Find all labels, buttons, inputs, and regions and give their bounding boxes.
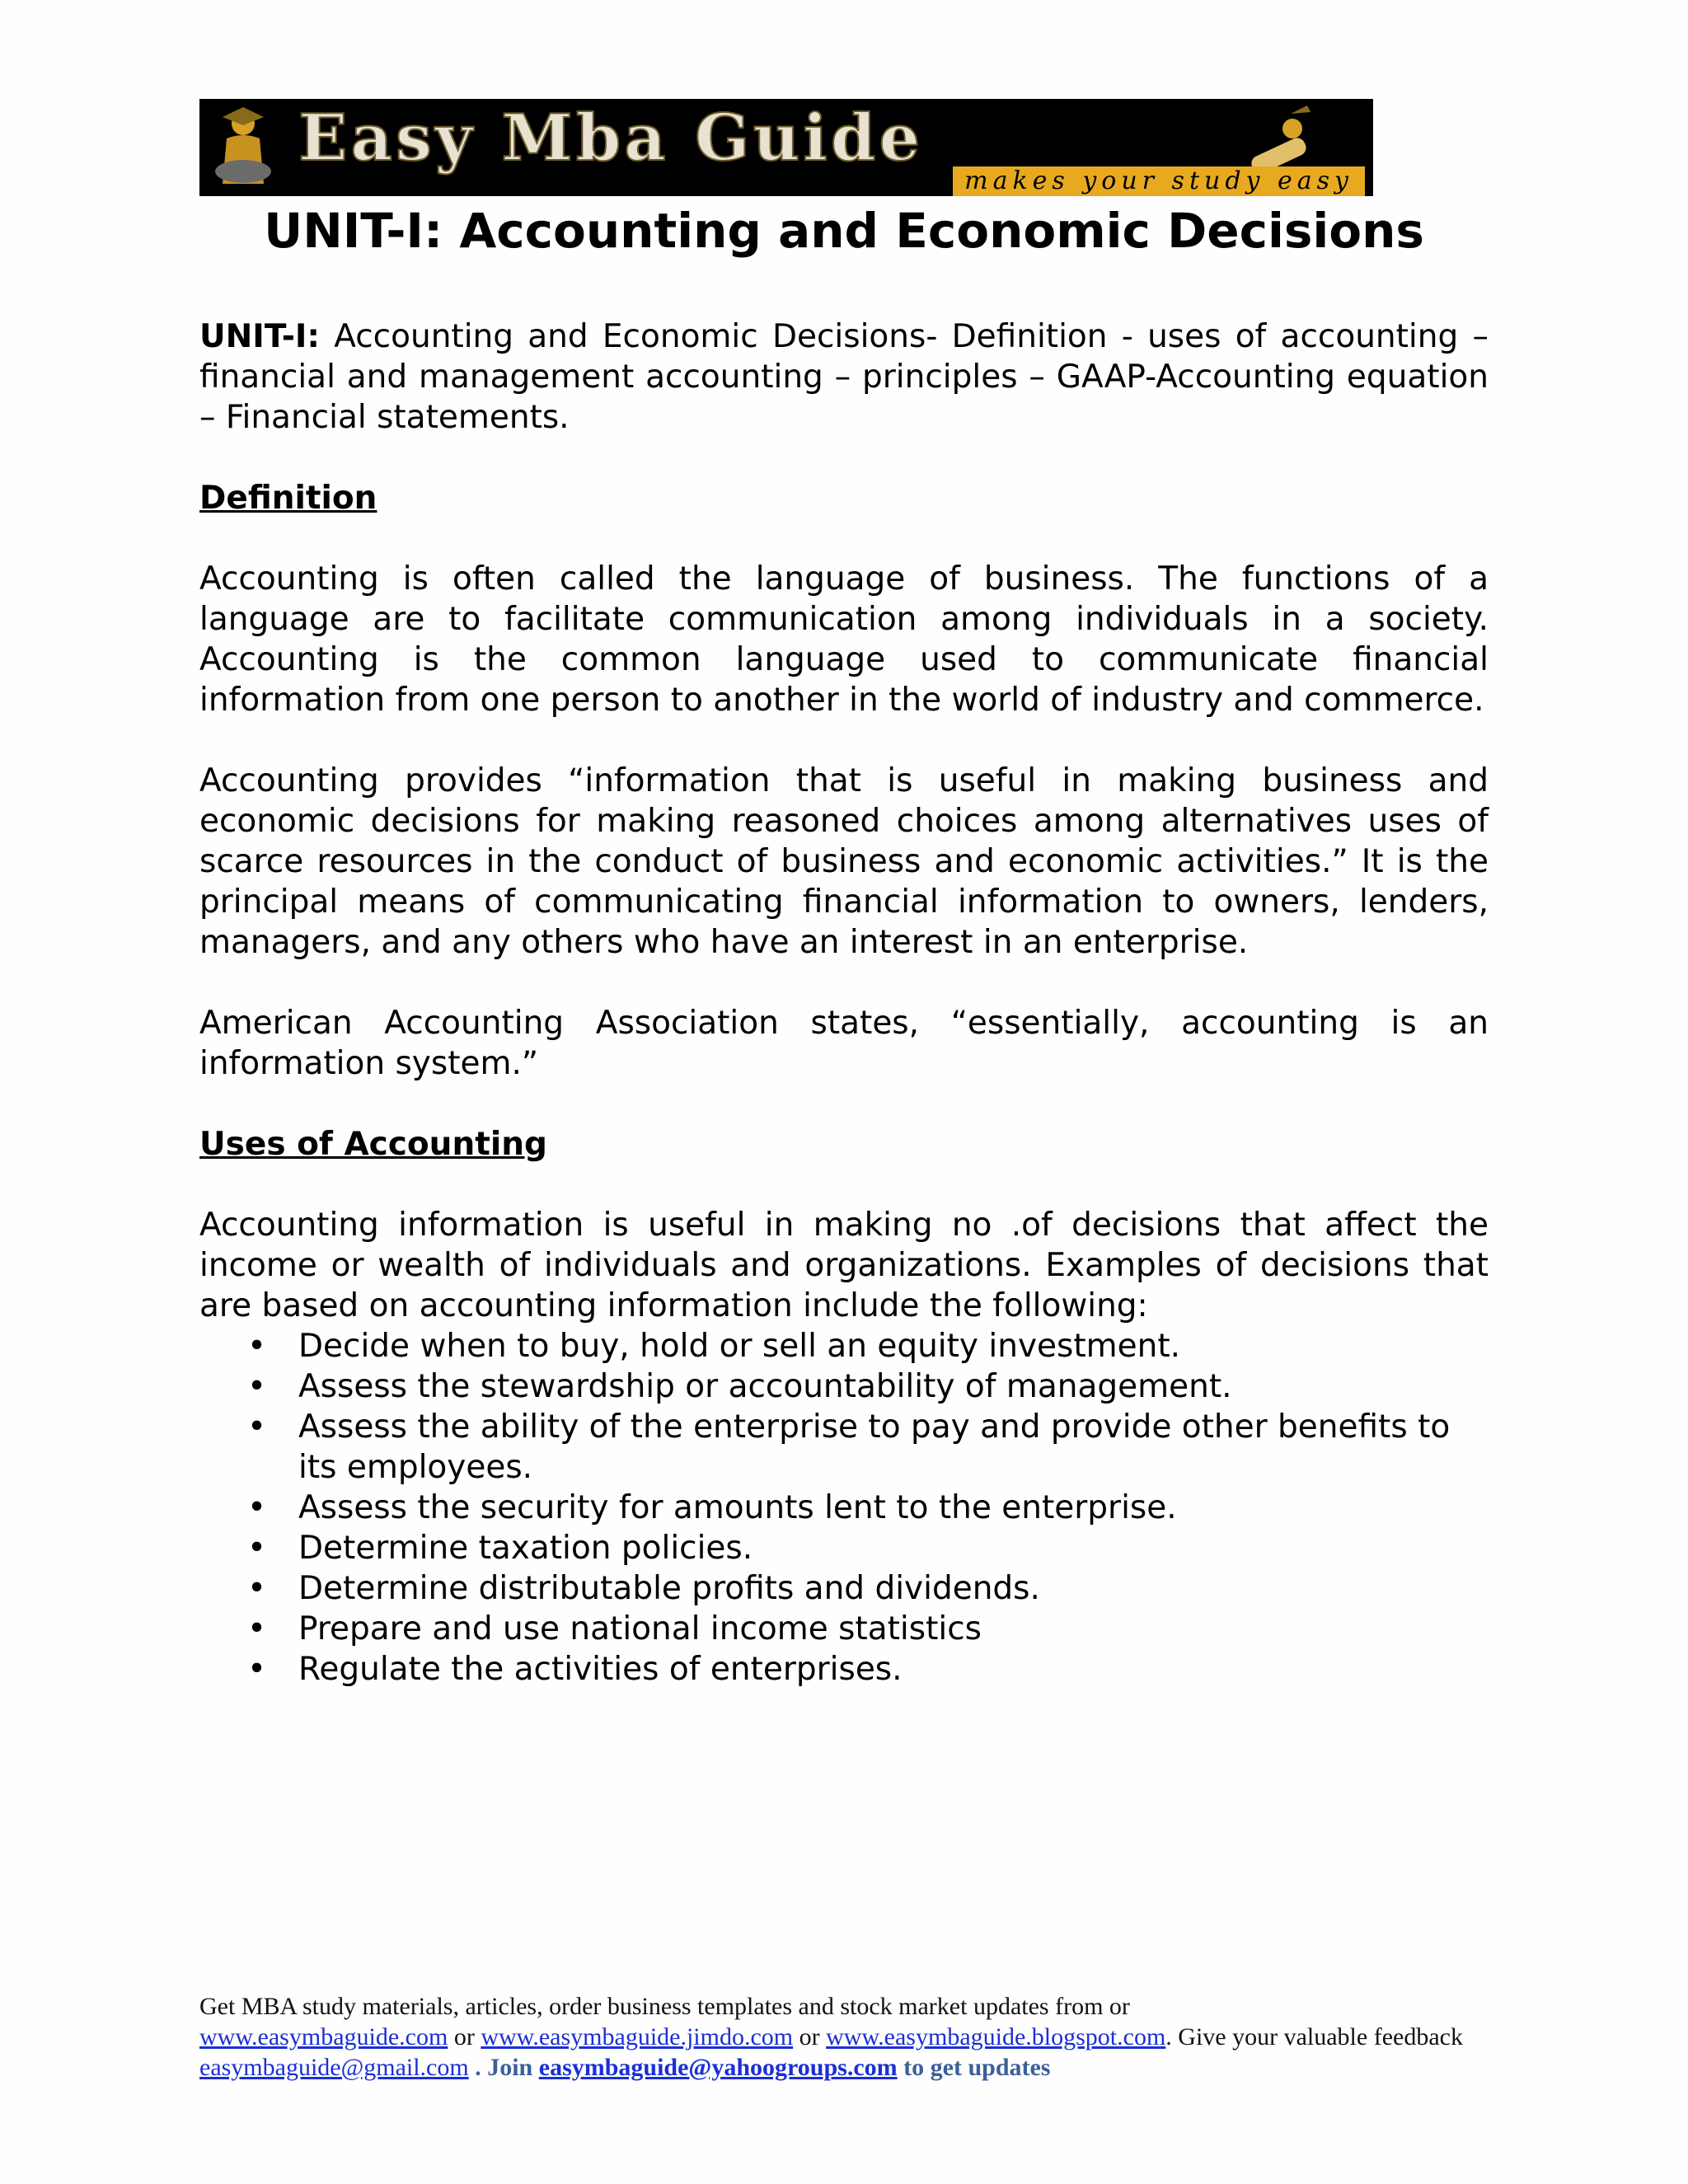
bullet-icon: • — [247, 1610, 267, 1647]
uses-intro-paragraph: Accounting information is useful in making no .of decisions that affect the income or wealth of individuals and organizations. Examples of decisions that are based on accounting information include the following: — [199, 1207, 1489, 1324]
page-footer: Get MBA study materials, articles, order business templates and stock market updates from or www.easymbaguide.com or www.easymbaguide.jimdo.com or www.easymbaguide.blogspot.com. Give your valuable feedback easymbaguide@gmail.com . Join easymbaguide@yahoogroups.com to get updates — [199, 1993, 1463, 2081]
email-link[interactable]: easymbaguide@gmail.com — [199, 2054, 469, 2081]
intro-paragraph — [199, 316, 1489, 438]
yahoo-group-link[interactable]: easymbaguide@yahoogroups.com — [538, 2054, 898, 2081]
document-body — [199, 316, 1489, 1690]
logo-tagline: makes your study easy — [953, 166, 1365, 196]
list-item: • Assess the ability of the enterprise to pay and provide other benefits to its employees. — [247, 1408, 1451, 1486]
bullet-icon: • — [247, 1651, 267, 1688]
site-link[interactable]: www.easymbaguide.com — [199, 2023, 448, 2050]
footer-line-1: Get MBA study materials, articles, order business templates and stock market updates from or — [199, 1993, 1130, 2020]
list-item: • Determine taxation policies. — [247, 1530, 753, 1567]
definition-paragraph: Accounting is often called the language of business. The functions of a language are to facilitate communication among individuals in a society. Accounting is the common language used to communicate financial information from one person to another in the world of industry and commerce. — [199, 560, 1489, 719]
unit-label: UNIT-I: — [199, 318, 320, 355]
logo-title: Easy Mba Guide — [298, 101, 924, 176]
uses-heading: Uses of Accounting — [199, 1126, 547, 1163]
list-item: • Regulate the activities of enterprises. — [247, 1651, 903, 1688]
list-item: • Assess the security for amounts lent to the enterprise. — [247, 1489, 1177, 1526]
bullet-icon: • — [247, 1368, 267, 1405]
definition-paragraph: American Accounting Association states, “essentially, accounting is an information system.” — [199, 1005, 1489, 1082]
bullet-icon: • — [247, 1489, 267, 1526]
list-item: • Assess the stewardship or accountability of management. — [247, 1368, 1232, 1405]
bullet-icon: • — [247, 1328, 267, 1365]
graduate-figure-icon — [206, 105, 280, 188]
bullet-icon: • — [247, 1530, 267, 1567]
decisions-list — [199, 1326, 1489, 1690]
list-item: • Decide when to buy, hold or sell an equity investment. — [247, 1328, 1181, 1365]
site-logo-banner — [199, 99, 1373, 196]
jimdo-link[interactable]: www.easymbaguide.jimdo.com — [481, 2023, 794, 2050]
list-item: • Prepare and use national income statistics — [247, 1610, 982, 1647]
page-title: UNIT-I: Accounting and Economic Decisions — [264, 203, 1424, 259]
bullet-icon: • — [247, 1570, 267, 1607]
list-item: • Determine distributable profits and dividends. — [247, 1570, 1040, 1607]
definition-paragraph: Accounting provides “information that is useful in making business and economic decisions for making reasoned choices among alternatives uses of scarce resources in the conduct of business and economic activities.” It is the principal means of communicating financial information to owners, lenders, managers, and any others who have an interest in an enterprise. — [199, 762, 1489, 961]
bullet-icon: • — [247, 1408, 267, 1446]
blogspot-link[interactable]: www.easymbaguide.blogspot.com — [826, 2023, 1166, 2050]
definition-heading: Definition — [199, 480, 377, 517]
unit-syllabus-text: Accounting and Economic Decisions- Definition - uses of accounting – financial and management accounting – principles – GAAP-Accounting equation – Financial statements. — [199, 318, 1489, 436]
